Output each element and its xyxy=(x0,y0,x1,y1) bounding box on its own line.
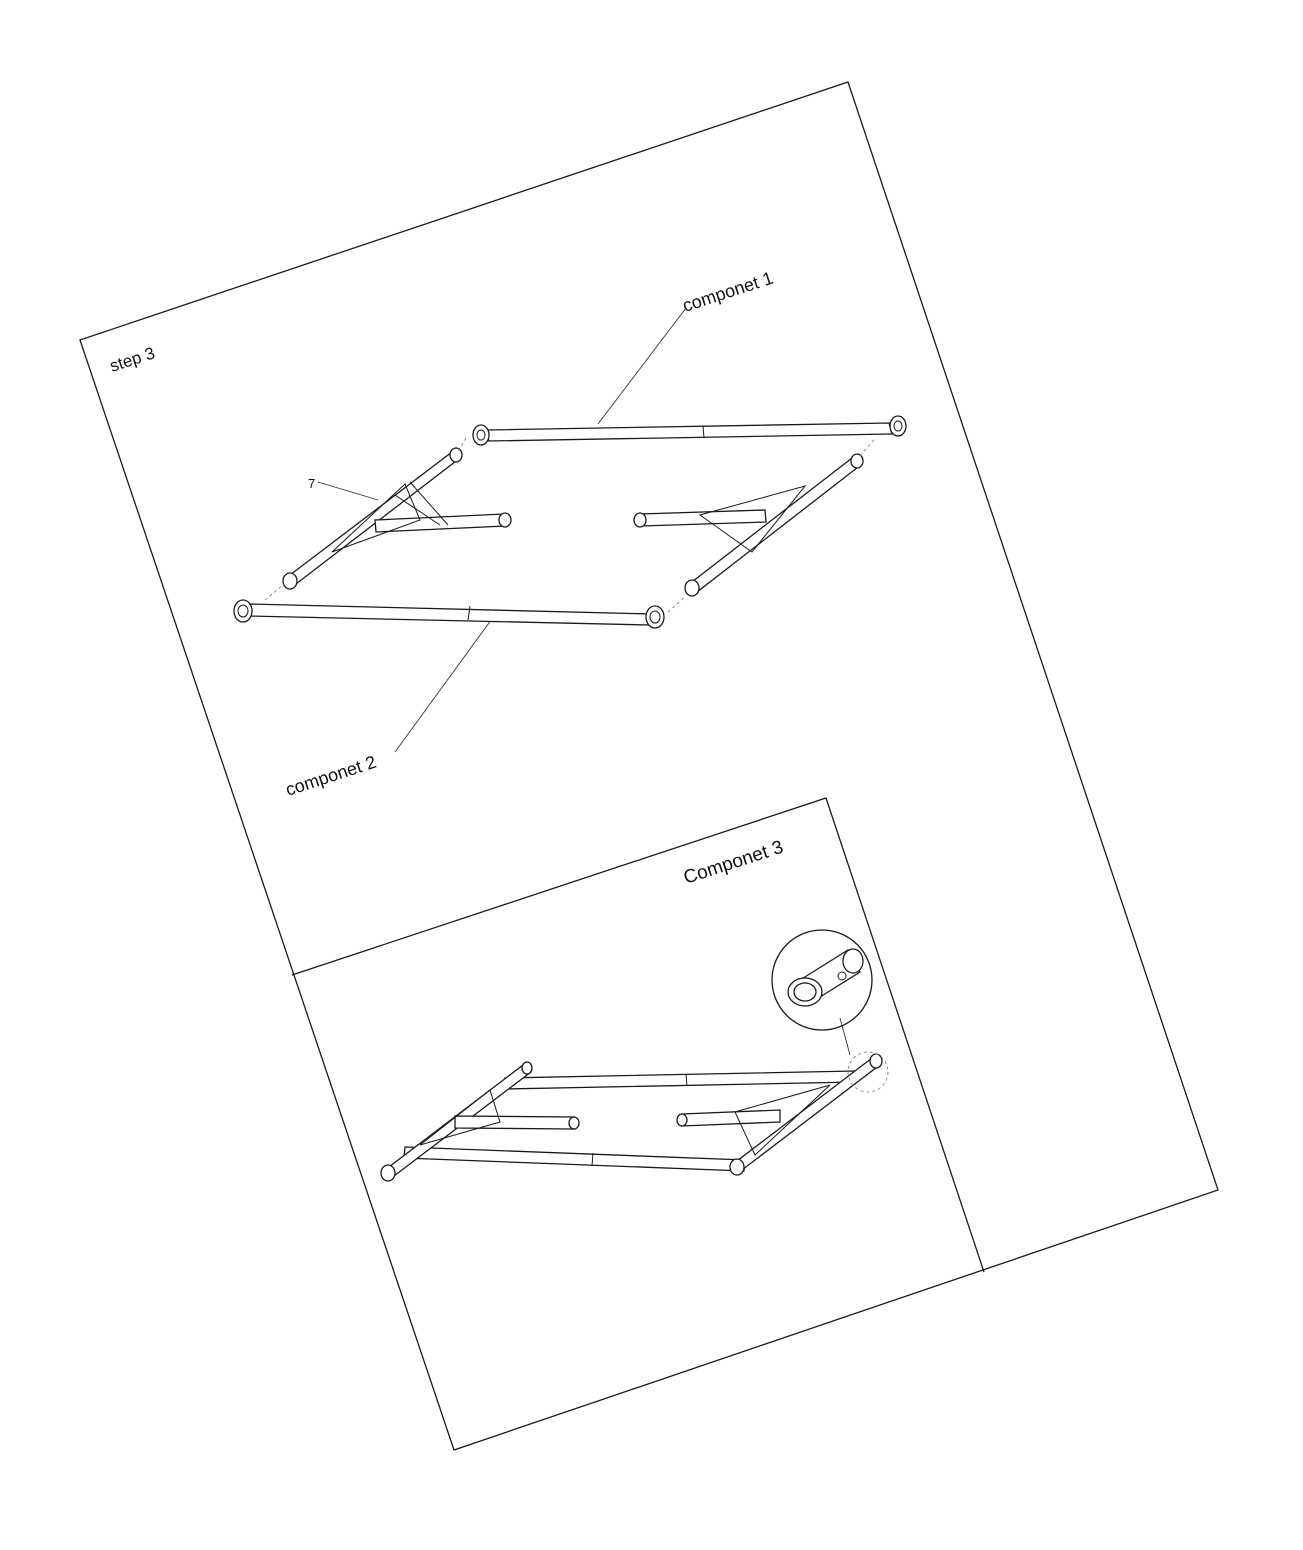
page-frame xyxy=(80,82,1218,1450)
step-title: step 3 xyxy=(107,343,158,376)
detail-bubble xyxy=(772,930,872,1030)
component-1-label: componet 1 xyxy=(680,267,776,316)
page-border xyxy=(80,82,1218,1450)
component-3-label: Componet 3 xyxy=(681,836,786,889)
component-3-panel-border xyxy=(292,798,984,1272)
component-2-leader xyxy=(395,616,494,752)
right-a-frame-bracket xyxy=(634,454,863,596)
part-7-leader xyxy=(318,482,378,500)
component-2-tube xyxy=(234,600,664,628)
left-a-frame-bracket xyxy=(283,448,511,589)
step-3-exploded-view xyxy=(234,416,906,628)
leader-lines xyxy=(318,308,686,752)
component-1-leader xyxy=(598,308,686,424)
component-3-assembled-view xyxy=(381,1018,888,1181)
component-1-tube xyxy=(473,416,906,445)
part-number-7: 7 xyxy=(308,476,316,491)
component-2-label: componet 2 xyxy=(283,751,379,800)
